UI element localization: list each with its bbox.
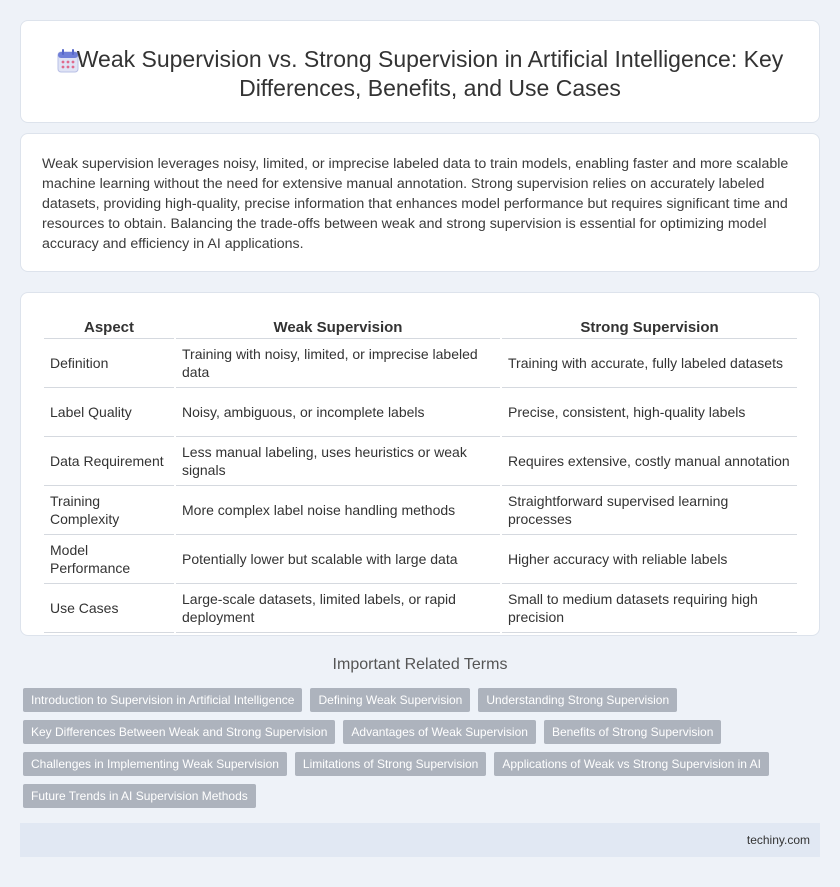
related-term-tag[interactable]: Defining Weak Supervision bbox=[310, 688, 470, 712]
table-cell: Use Cases bbox=[44, 584, 174, 633]
table-row bbox=[44, 486, 797, 535]
related-term-tag[interactable]: Key Differences Between Weak and Strong Supervision bbox=[23, 720, 335, 744]
table-row bbox=[44, 584, 797, 633]
intro-card bbox=[20, 133, 820, 272]
table-cell: Potentially lower but scalable with large data bbox=[176, 535, 500, 584]
table-row bbox=[44, 388, 797, 437]
table-cell: Higher accuracy with reliable labels bbox=[502, 535, 797, 584]
table-row bbox=[44, 339, 797, 388]
table-header-row bbox=[44, 313, 797, 339]
page-title: Weak Supervision vs. Strong Supervision in Artificial Intelligence: Key Differences, Benefits, and Use Cases bbox=[76, 46, 784, 101]
table-cell: Data Requirement bbox=[44, 437, 174, 486]
table-cell: More complex label noise handling methods bbox=[176, 486, 500, 535]
column-header: Aspect bbox=[44, 313, 174, 339]
related-term-tag[interactable]: Introduction to Supervision in Artificial Intelligence bbox=[23, 688, 302, 712]
table-cell: Definition bbox=[44, 339, 174, 388]
related-terms-heading: Important Related Terms bbox=[332, 656, 508, 673]
footer bbox=[20, 823, 820, 857]
table-cell: Small to medium datasets requiring high precision bbox=[502, 584, 797, 633]
table-cell: Less manual labeling, uses heuristics or weak signals bbox=[176, 437, 500, 486]
table-cell: Large-scale datasets, limited labels, or rapid deployment bbox=[176, 584, 500, 633]
table-cell: Training Complexity bbox=[44, 486, 174, 535]
table-cell: Training with noisy, limited, or imprecise labeled data bbox=[176, 339, 500, 388]
table-cell: Training with accurate, fully labeled datasets bbox=[502, 339, 797, 388]
table-row bbox=[44, 437, 797, 486]
related-term-tag[interactable]: Limitations of Strong Supervision bbox=[295, 752, 486, 776]
site-name[interactable]: techiny.com bbox=[746, 833, 810, 847]
table-cell: Label Quality bbox=[44, 388, 174, 437]
related-term-tag[interactable]: Future Trends in AI Supervision Methods bbox=[23, 784, 256, 808]
table-row bbox=[44, 535, 797, 584]
table-cell: Noisy, ambiguous, or incomplete labels bbox=[176, 388, 500, 437]
title-card bbox=[20, 20, 820, 123]
column-header: Strong Supervision bbox=[502, 313, 797, 339]
comparison-card bbox=[20, 292, 820, 636]
related-term-tag[interactable]: Understanding Strong Supervision bbox=[478, 688, 677, 712]
table-cell: Straightforward supervised learning processes bbox=[502, 486, 797, 535]
related-terms-list bbox=[23, 688, 813, 808]
intro-paragraph: Weak supervision leverages noisy, limited, or imprecise labeled data to train models, enabling faster and more scalable machine learning without the need for extensive manual annotation. Strong supervision relies on accurately labeled datasets, providing high-quality, precise information that enhances model performance but requires significant time and resources to obtain. Balancing the trade-offs between weak and strong supervision is essential for optimizing model accuracy and efficiency in AI applications. bbox=[42, 156, 789, 252]
table-cell: Requires extensive, costly manual annotation bbox=[502, 437, 797, 486]
related-term-tag[interactable]: Advantages of Weak Supervision bbox=[343, 720, 536, 744]
table-cell: Precise, consistent, high-quality labels bbox=[502, 388, 797, 437]
related-term-tag[interactable]: Applications of Weak vs Strong Supervision in AI bbox=[494, 752, 769, 776]
table-cell: Model Performance bbox=[44, 535, 174, 584]
comparison-table bbox=[42, 313, 799, 633]
related-term-tag[interactable]: Benefits of Strong Supervision bbox=[544, 720, 721, 744]
related-term-tag[interactable]: Challenges in Implementing Weak Supervision bbox=[23, 752, 287, 776]
column-header: Weak Supervision bbox=[176, 313, 500, 339]
